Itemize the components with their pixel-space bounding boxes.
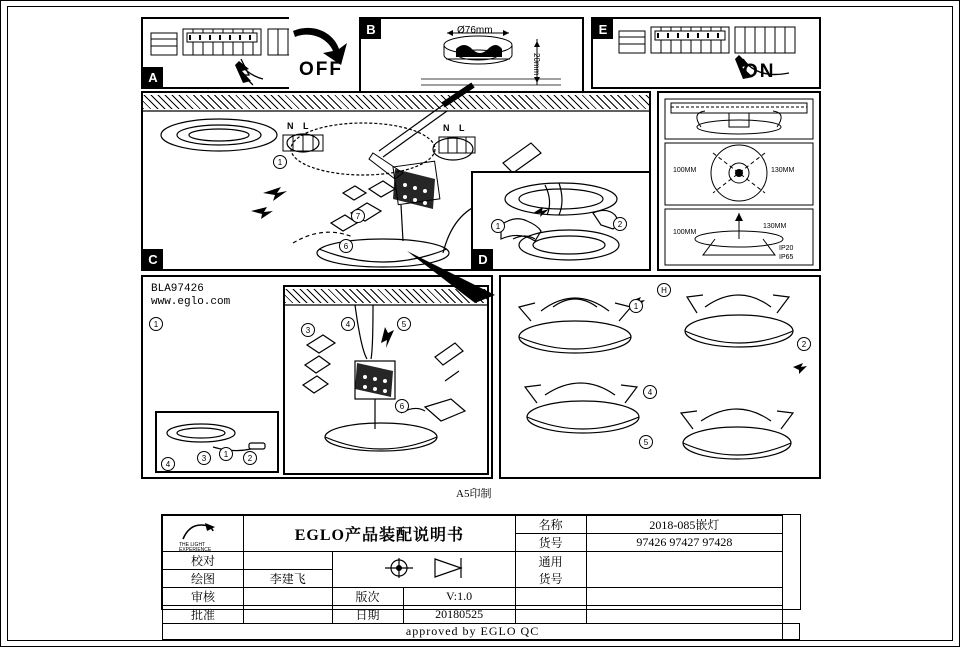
label-version: 版次 (332, 588, 403, 606)
step-marker-h-1: 1 (629, 299, 643, 313)
row-value-3 (244, 606, 333, 624)
title-main: EGLO产品装配说明书 (244, 516, 516, 552)
step-marker-detail-3: 3 (197, 451, 211, 465)
row-label-2: 审核 (163, 588, 244, 606)
panel-f (657, 91, 821, 271)
panel-a-off (289, 17, 354, 89)
spacer-cell-2 (586, 588, 782, 606)
wire-label-n-2: N (443, 123, 450, 133)
ip65-label: IP65 (779, 254, 794, 261)
on-text: ON (743, 61, 776, 82)
panel-b-label: B (361, 19, 381, 39)
panel-b-side-dim: 20mm (532, 53, 541, 76)
panel-g-detail (155, 411, 279, 473)
svg-text:EXPERIENCE: EXPERIENCE (179, 546, 212, 553)
step-marker-h-5: 5 (639, 435, 653, 449)
wire-label-n-1: N (287, 121, 294, 131)
panel-c-label: C (143, 249, 163, 269)
step-marker-g-6: 6 (395, 399, 409, 413)
step-marker-g-1b: 1 (149, 317, 163, 331)
ring-label-100mm-b: 100MM (673, 229, 697, 236)
ring-label-100mm-a: 100MM (673, 167, 697, 174)
brand-url-text: www.eglo.com (151, 296, 231, 308)
wire-label-l-1: L (303, 121, 309, 131)
panel-h-label: H (657, 283, 671, 297)
title-block (161, 514, 801, 638)
row-label-3: 批准 (163, 606, 244, 624)
instruction-artwork (141, 9, 821, 479)
label-code: 货号 (515, 534, 586, 552)
step-marker-d-1: 1 (491, 219, 505, 233)
panel-a-label: A (143, 67, 163, 87)
panel-e (591, 17, 821, 89)
step-marker-6: 6 (339, 239, 353, 253)
step-marker-h-4: 4 (643, 385, 657, 399)
value-version: V:1.0 (403, 588, 515, 606)
eglo-logo (163, 516, 244, 552)
wire-label-l-2: L (459, 123, 465, 133)
label-common-1: 通用 (538, 554, 563, 569)
label-name: 名称 (515, 516, 586, 534)
spacer-cell-1 (515, 588, 586, 606)
label-common (515, 552, 586, 588)
row-value-0 (244, 552, 333, 570)
svg-text:THE LIGHT: THE LIGHT (179, 541, 206, 548)
step-marker-g-3: 3 (301, 323, 315, 337)
step-marker-7: 7 (351, 209, 365, 223)
step-marker-g-5: 5 (397, 317, 411, 331)
value-name: 2018-085嵌灯 (586, 516, 782, 534)
ring-label-130mm-a: 130MM (771, 167, 795, 174)
panel-b-diameter: Ø76mm (457, 25, 493, 36)
step-marker-detail-4: 4 (161, 457, 175, 471)
value-common (586, 552, 782, 588)
step-marker-d-2: 2 (613, 217, 627, 231)
panel-e-label: E (593, 19, 613, 39)
spacer-cell-3 (515, 606, 586, 624)
step-marker-detail-2: 2 (243, 451, 257, 465)
spacer-cell-5 (783, 624, 800, 640)
ip20-label: IP20 (779, 245, 794, 252)
off-text: OFF (299, 59, 343, 80)
row-value-1: 李建飞 (244, 570, 333, 588)
step-marker-g-4: 4 (341, 317, 355, 331)
step-marker-1: 1 (273, 155, 287, 169)
approved-by: approved by EGLO QC (163, 624, 783, 640)
print-note: A5印制 (456, 488, 492, 500)
spacer-cell-4 (586, 606, 782, 624)
label-common-2: 货号 (538, 571, 563, 586)
symbol-cell (332, 552, 515, 588)
panel-h (499, 275, 821, 479)
value-code: 97426 97427 97428 (586, 534, 782, 552)
ring-label-130mm-b: 130MM (763, 223, 787, 230)
step-marker-detail-1: 1 (219, 447, 233, 461)
step-marker-h-2: 2 (797, 337, 811, 351)
row-label-0: 校对 (163, 552, 244, 570)
row-label-1: 绘图 (163, 570, 244, 588)
brand-code (151, 283, 230, 309)
label-date: 日期 (332, 606, 403, 624)
row-value-2 (244, 588, 333, 606)
brand-code-text: BLA97426 (151, 283, 204, 295)
panel-g-inner (283, 285, 489, 475)
value-date: 20180525 (403, 606, 515, 624)
panel-d-label: D (473, 249, 493, 269)
